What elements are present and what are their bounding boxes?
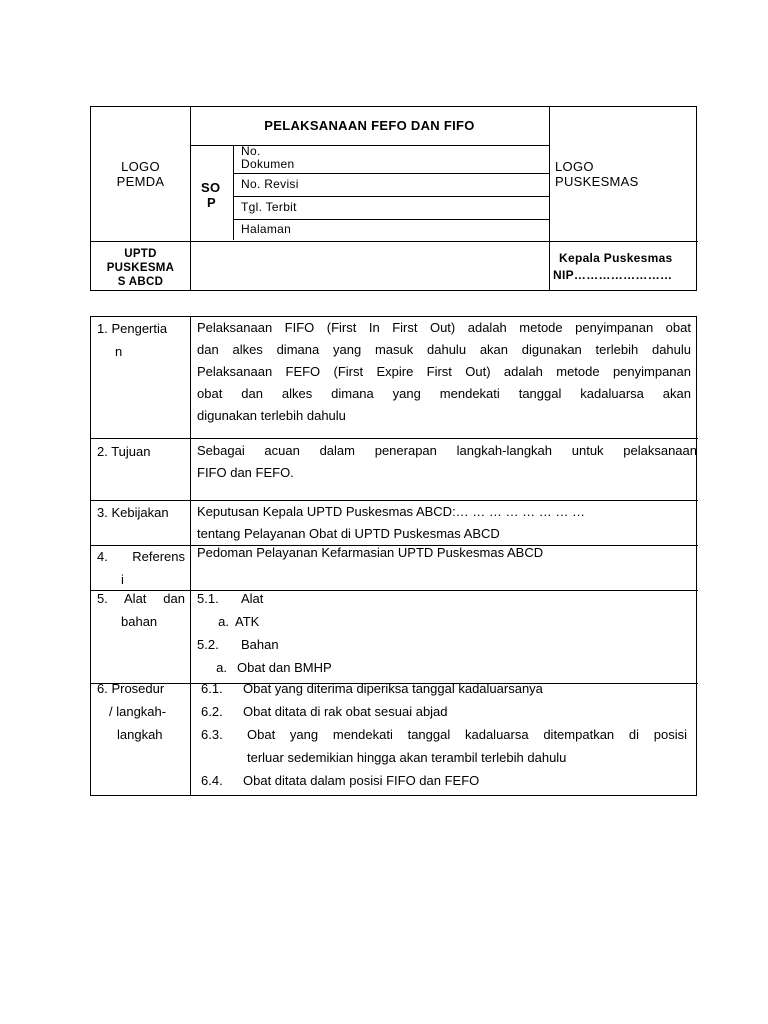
list-item: 6.3. Obat yang mendekati tanggal kadaluarsa ditempatkan di posisi bbox=[201, 727, 687, 742]
column-divider bbox=[190, 317, 191, 795]
alat-bahan-label: 5. Alat dan bahan bbox=[97, 591, 185, 629]
sop-header-table bbox=[90, 106, 697, 291]
list-item: 5.2. Bahan bbox=[197, 637, 279, 652]
tgl-terbit-label: Tgl. Terbit bbox=[241, 200, 297, 214]
logo-puskesmas: LOGO PUSKESMAS bbox=[555, 159, 639, 189]
referensi-label: 4. Referens i bbox=[97, 549, 185, 587]
header-divider bbox=[190, 107, 191, 290]
list-item: 5.1. Alat bbox=[197, 591, 264, 606]
logo-pemda: LOGO PEMDA bbox=[116, 159, 165, 189]
list-item: a. Obat dan BMHP bbox=[216, 660, 332, 675]
row-divider bbox=[91, 438, 698, 439]
prosedur-label: 6. Prosedur / langkah- langkah bbox=[97, 681, 167, 742]
header-divider bbox=[91, 241, 698, 242]
list-item: 6.1. Obat yang diterima diperiksa tanggal kadaluarsanya bbox=[201, 681, 543, 696]
tujuan-label: 2. Tujuan bbox=[97, 444, 151, 459]
header-divider bbox=[233, 173, 549, 174]
sop-label: SO P bbox=[201, 180, 221, 210]
uptd-puskesmas-label: UPTD PUSKESMA S ABCD bbox=[106, 248, 175, 288]
no-revisi-label: No. Revisi bbox=[241, 177, 299, 191]
sop-content-table bbox=[90, 316, 697, 796]
halaman-label: Halaman bbox=[241, 222, 292, 236]
list-item: terluar sedemikian hingga akan terambil terlebih dahulu bbox=[247, 750, 567, 765]
kebijakan-content: Keputusan Kepala UPTD Puskesmas ABCD:… … … … … … … … tentang Pelayanan Obat di UPTD Puskesmas ABCD bbox=[197, 504, 585, 541]
list-item: 6.2. Obat ditata di rak obat sesuai abjad bbox=[201, 704, 448, 719]
kepala-puskesmas-signature: Kepala Puskesmas NIP…………………… bbox=[553, 251, 673, 282]
referensi-content: Pedoman Pelayanan Kefarmasian UPTD Puskesmas ABCD bbox=[197, 545, 544, 560]
kebijakan-label: 3. Kebijakan bbox=[97, 505, 169, 520]
list-item: a. ATK bbox=[218, 614, 260, 629]
header-divider bbox=[233, 145, 234, 240]
header-divider bbox=[233, 219, 549, 220]
header-divider bbox=[233, 196, 549, 197]
alat-bahan-content bbox=[197, 587, 691, 679]
tujuan-content: Sebagai acuan dalam penerapan langkah-langkah untuk pelaksanaan FIFO dan FEFO. bbox=[197, 443, 697, 480]
prosedur-content bbox=[201, 677, 691, 792]
pengertian-content: Pelaksanaan FIFO (First In First Out) adalah metode penyimpanan obat dan alkes dimana yang masuk dahulu akan digunakan terlebih dahulu Pelaksanaan FEFO (First Expire First Out) adalah metode penyimpanan obat dan alkes dimana yang mendekati tanggal kadaluarsa akan digunakan terlebih dahulu bbox=[197, 320, 691, 423]
no-dokumen-label: No. Dokumen bbox=[241, 144, 295, 171]
document-title: PELAKSANAAN FEFO DAN FIFO bbox=[264, 118, 475, 133]
list-item: 6.4. Obat ditata dalam posisi FIFO dan FEFO bbox=[201, 773, 480, 788]
pengertian-label: 1. Pengertia n bbox=[97, 321, 168, 359]
header-divider bbox=[549, 107, 550, 290]
